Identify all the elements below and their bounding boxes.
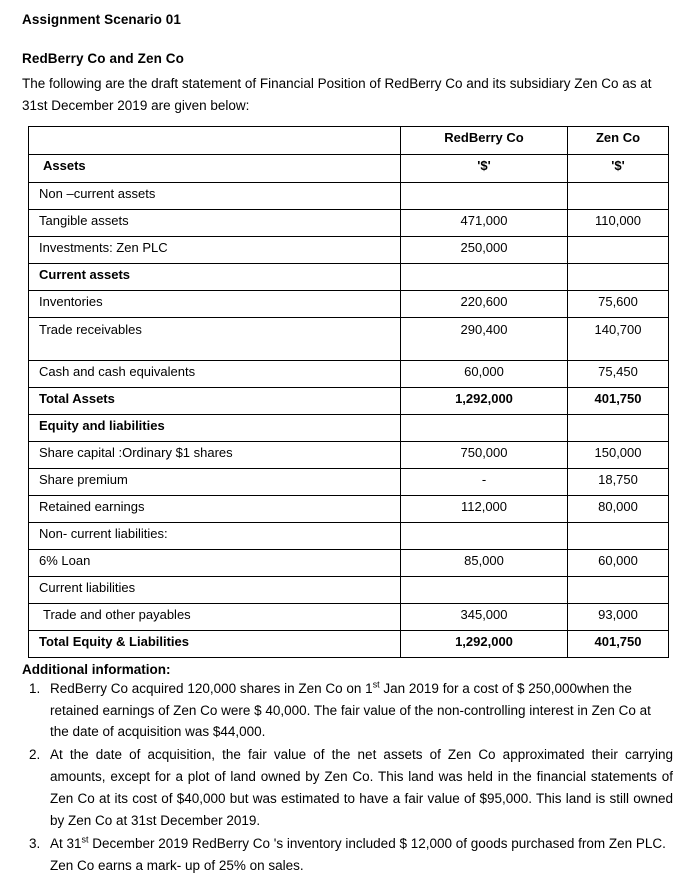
row-label: Share premium (39, 471, 128, 487)
row-label: Total Assets (39, 390, 115, 406)
row-value-redberry: 85,000 (464, 552, 504, 568)
additional-information-item (44, 678, 673, 744)
row-value-redberry: - (481, 471, 487, 487)
row-value-zen: 60,000 (598, 552, 638, 568)
table-row (29, 603, 669, 630)
ordinal-suffix: st (372, 679, 380, 690)
table-row (29, 360, 669, 387)
currency-symbol-zen: '$' (611, 157, 625, 173)
row-value-zen-cell (568, 209, 669, 236)
table-row (29, 414, 669, 441)
row-value-redberry-cell (401, 290, 568, 317)
table-row (29, 290, 669, 317)
row-value-redberry-cell (401, 603, 568, 630)
row-value-zen-cell (568, 522, 669, 549)
intro-paragraph: The following are the draft statement of Financial Position of RedBerry Co and its subsidiary Zen Co as at 31st December 2019 are given below: (22, 76, 652, 113)
row-value-zen: 80,000 (598, 498, 638, 514)
additional-information-item (44, 833, 673, 876)
row-value-redberry-cell (401, 414, 568, 441)
table-row (29, 549, 669, 576)
row-label-cell (29, 263, 401, 290)
row-label-cell (29, 576, 401, 603)
row-label: Cash and cash equivalents (39, 363, 196, 379)
row-value-zen-cell (568, 360, 669, 387)
row-value-zen: 401,750 (594, 633, 642, 649)
row-label: Non –current assets (39, 185, 156, 201)
row-value-redberry: 250,000 (460, 239, 508, 255)
row-label-cell (29, 603, 401, 630)
row-value-zen-cell (568, 263, 669, 290)
row-value-redberry-cell (401, 209, 568, 236)
table-row (29, 387, 669, 414)
row-label: Trade and other payables (43, 606, 191, 622)
row-label-cell (29, 549, 401, 576)
currency-cell-parent (401, 154, 568, 182)
row-value-redberry (401, 183, 567, 209)
row-label: Tangible assets (39, 212, 129, 228)
note-text: At 31 (50, 835, 82, 851)
header-cell-subsidiary (568, 126, 669, 154)
row-label-cell (29, 290, 401, 317)
row-value-redberry: 60,000 (464, 363, 504, 379)
row-value-zen (568, 577, 668, 603)
companies-heading: RedBerry Co and Zen Co (22, 51, 184, 66)
additional-information-heading: Additional information: (22, 661, 171, 677)
row-value-zen (568, 237, 668, 263)
row-value-redberry-cell (401, 630, 568, 657)
row-value-redberry-cell (401, 468, 568, 495)
row-value-redberry-cell (401, 236, 568, 263)
row-value-zen: 75,450 (598, 363, 638, 379)
additional-information-item (44, 744, 673, 831)
note-text: December 2019 RedBerry Co 's inventory included $ 12,000 of goods purchased from Zen PLC. Zen Co earns a mark- up of 25% on sales. (50, 835, 666, 873)
row-value-zen: 150,000 (594, 444, 642, 460)
currency-cell-subsidiary (568, 154, 669, 182)
row-value-redberry: 1,292,000 (455, 390, 513, 406)
table-row (29, 182, 669, 209)
row-label-cell (29, 414, 401, 441)
row-value-redberry-cell (401, 549, 568, 576)
row-value-zen-cell (568, 603, 669, 630)
row-value-zen-cell (568, 290, 669, 317)
row-value-zen: 401,750 (594, 390, 642, 406)
row-value-zen-cell (568, 549, 669, 576)
additional-information-list (0, 677, 687, 876)
row-value-zen: 75,600 (598, 293, 638, 309)
financial-position-table-wrapper (0, 117, 687, 658)
row-value-redberry-cell (401, 576, 568, 603)
row-value-redberry-cell (401, 360, 568, 387)
table-row (29, 522, 669, 549)
table-currency-row (29, 154, 669, 182)
row-label-cell (29, 317, 401, 360)
column-header-zen: Zen Co (595, 129, 641, 145)
row-label: Equity and liabilities (39, 417, 165, 433)
row-value-redberry-cell (401, 495, 568, 522)
row-value-zen (568, 523, 668, 549)
row-value-redberry-cell (401, 263, 568, 290)
row-label-cell (29, 236, 401, 263)
row-value-redberry-cell (401, 387, 568, 414)
row-value-zen-cell (568, 630, 669, 657)
table-row (29, 317, 669, 360)
row-label-cell (29, 441, 401, 468)
row-value-redberry-cell (401, 317, 568, 360)
row-value-zen-cell (568, 182, 669, 209)
ordinal-suffix: st (81, 834, 89, 845)
column-header-redberry: RedBerry Co (444, 129, 524, 145)
row-value-zen (568, 415, 668, 441)
table-row (29, 576, 669, 603)
row-label: Inventories (39, 293, 103, 309)
row-value-zen-cell (568, 387, 669, 414)
row-value-redberry (401, 415, 567, 441)
row-value-zen (568, 264, 668, 290)
page-title: Assignment Scenario 01 (22, 12, 182, 27)
row-label: Investments: Zen PLC (39, 239, 168, 255)
currency-symbol-redberry: '$' (477, 157, 491, 173)
header-cell-parent (401, 126, 568, 154)
row-value-zen-cell (568, 236, 669, 263)
row-label-cell (29, 630, 401, 657)
row-value-redberry: 112,000 (460, 498, 508, 514)
row-label-cell (29, 468, 401, 495)
row-value-zen-cell (568, 468, 669, 495)
row-value-redberry-cell (401, 182, 568, 209)
row-value-zen: 140,700 (594, 321, 642, 337)
table-body (29, 126, 669, 657)
row-label: Current assets (39, 266, 131, 282)
row-value-redberry (401, 577, 567, 603)
table-header-row (29, 126, 669, 154)
table-row (29, 441, 669, 468)
note-text: At the date of acquisition, the fair value of the net assets of Zen Co approximated their carrying amounts, except for a plot of land owned by Zen Co. This land was held in the financial statements of Zen Co at its cost of $40,000 but was estimated to have a fair value of $95,000. This land is still owned by Zen Co at 31st December 2019. (50, 747, 673, 828)
row-label-cell (29, 209, 401, 236)
row-value-zen: 18,750 (598, 471, 638, 487)
row-label: Trade receivables (39, 321, 142, 337)
table-row (29, 495, 669, 522)
row-value-redberry: 471,000 (460, 212, 508, 228)
row-value-zen-cell (568, 441, 669, 468)
table-row (29, 209, 669, 236)
row-value-zen-cell (568, 317, 669, 360)
note-text: RedBerry Co acquired 120,000 shares in Zen Co on 1 (50, 680, 373, 696)
header-label-blank (29, 127, 400, 154)
table-row (29, 630, 669, 657)
row-value-redberry: 220,600 (460, 293, 508, 309)
row-value-zen: 110,000 (594, 212, 642, 228)
row-value-zen: 93,000 (598, 606, 638, 622)
row-label-cell (29, 360, 401, 387)
row-value-zen-cell (568, 576, 669, 603)
row-value-zen (568, 183, 668, 209)
row-value-redberry-cell (401, 522, 568, 549)
section-label-assets: Assets (43, 157, 86, 173)
row-value-redberry: 750,000 (460, 444, 508, 460)
row-value-zen-cell (568, 414, 669, 441)
row-label-cell (29, 182, 401, 209)
row-value-redberry: 345,000 (460, 606, 508, 622)
row-value-redberry: 1,292,000 (455, 633, 513, 649)
currency-cell-label (29, 154, 401, 182)
row-label: Current liabilities (39, 579, 136, 595)
row-value-redberry-cell (401, 441, 568, 468)
note-text: Jan 2019 for a cost of $ 250,000when the retained earnings of Zen Co were $ 40,000. The fair value of the non-controlling interest in Zen Co at the date of acquisition was $44,000. (50, 680, 651, 740)
row-label: Share capital :Ordinary $1 shares (39, 444, 233, 460)
table-row (29, 468, 669, 495)
row-value-redberry (401, 264, 567, 290)
header-cell-blank (29, 126, 401, 154)
financial-position-table (28, 126, 669, 658)
row-value-redberry: 290,400 (460, 321, 508, 337)
row-value-redberry (401, 523, 567, 549)
table-row (29, 236, 669, 263)
row-label-cell (29, 387, 401, 414)
row-label: Total Equity & Liabilities (39, 633, 189, 649)
table-row (29, 263, 669, 290)
row-label-cell (29, 522, 401, 549)
row-label: 6% Loan (39, 552, 91, 568)
row-label-cell (29, 495, 401, 522)
row-value-zen-cell (568, 495, 669, 522)
row-label: Non- current liabilities: (39, 525, 168, 541)
row-label: Retained earnings (39, 498, 145, 514)
